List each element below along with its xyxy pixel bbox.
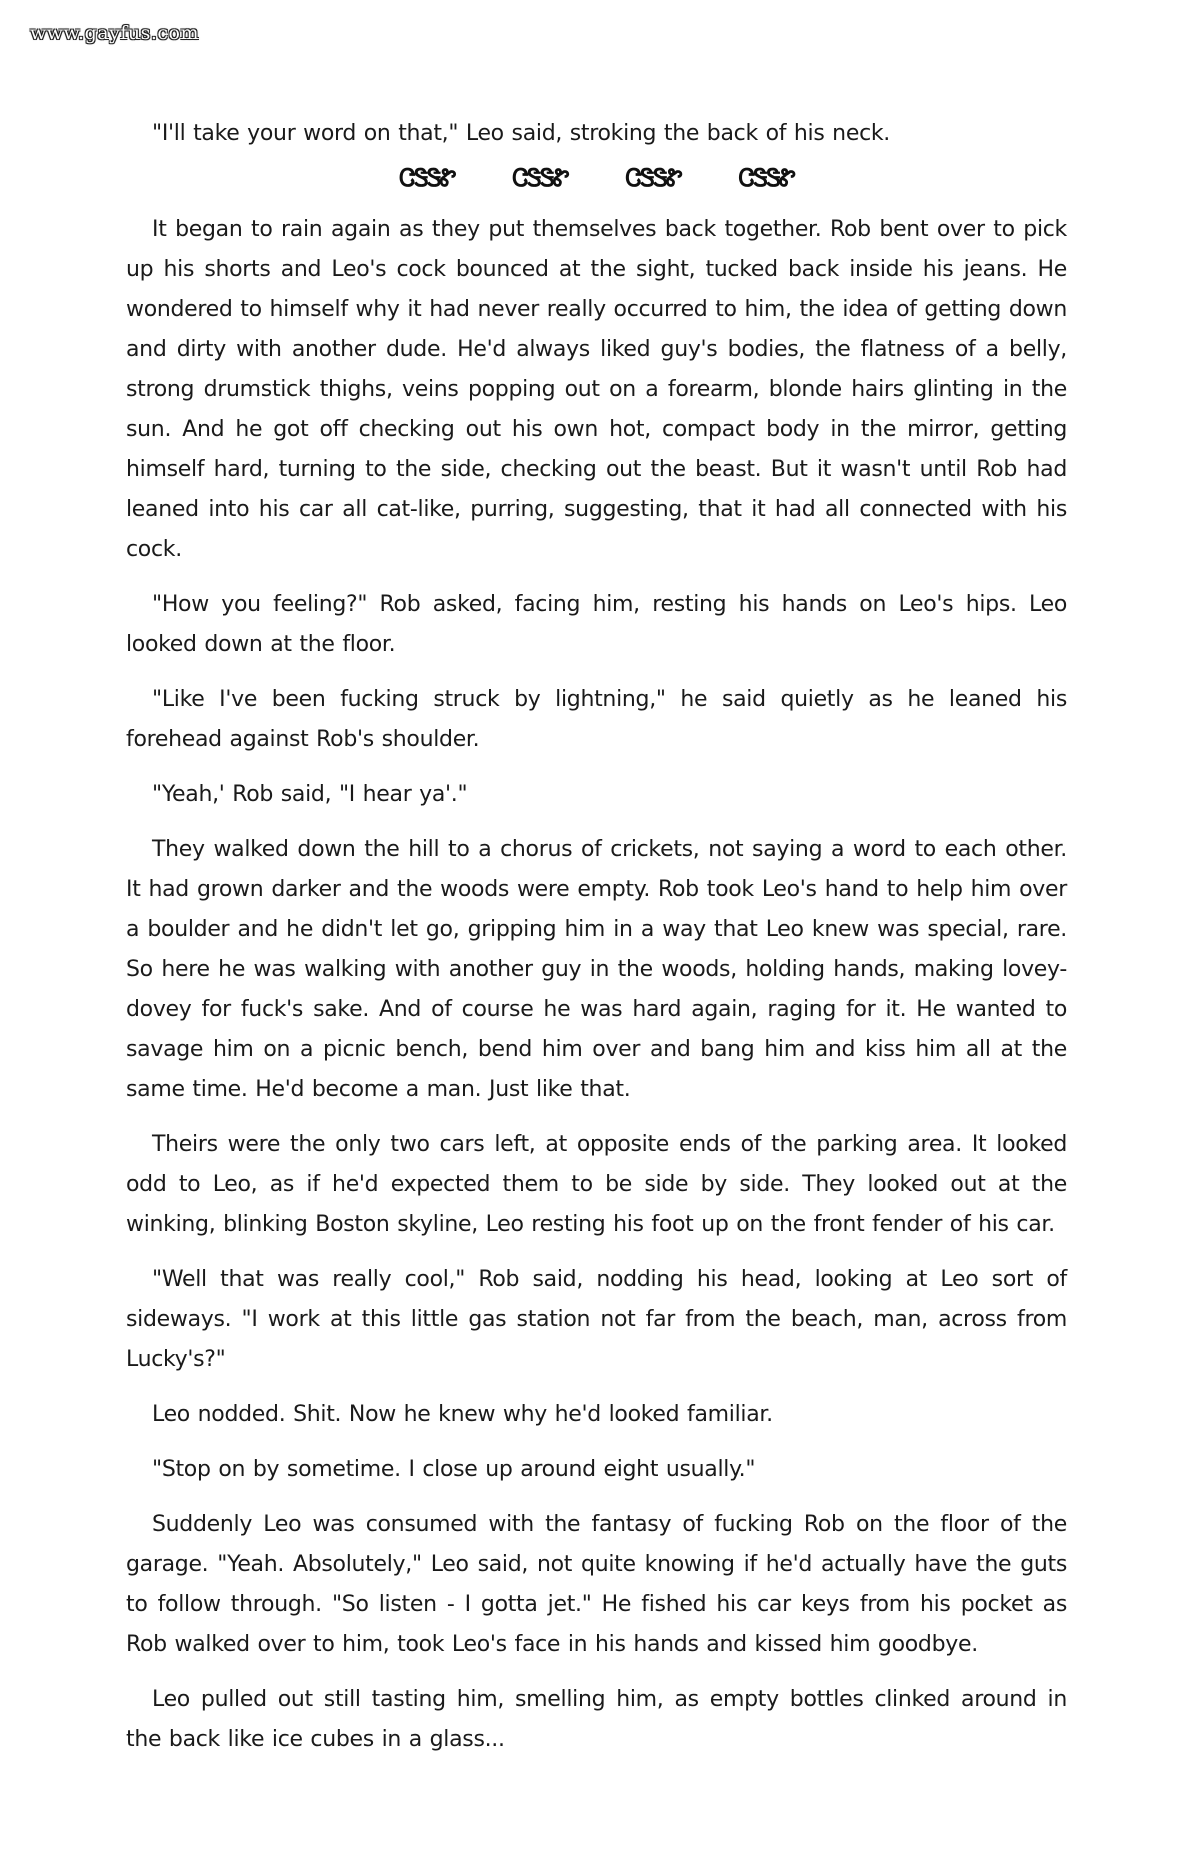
paragraph: Suddenly Leo was consumed with the fantasy of fucking Rob on the floor of the garage. "Yeah. Absolutely," Leo said, not quite knowing if he'd actually have the guts to follow through. "So listen - I gotta jet." He fished his car keys from his pocket as Rob walked over to him, took Leo's face in his hands and kissed him goodbye. bbox=[126, 1512, 1067, 1657]
paragraph: Theirs were the only two cars left, at opposite ends of the parking area. It looked odd to Leo, as if he'd expected them to be side by side. They looked out at the winking, blinking Boston skyline, Leo resting his foot up on the front fender of his car. bbox=[126, 1132, 1067, 1237]
book-page bbox=[126, 114, 1067, 1775]
paragraph: It began to rain again as they put themselves back together. Rob bent over to pick up his shorts and Leo's cock bounced at the sight, tucked back inside his jeans. He wondered to himself why it had never really occurred to him, the idea of getting down and dirty with another dude. He'd always liked guy's bodies, the flatness of a belly, strong drumstick thighs, veins popping out on a forearm, blonde hairs glinting in the sun. And he got off checking out his own hot, compact body in the mirror, getting himself hard, turning to the side, checking out the beast. But it wasn't until Rob had leaned into his car all cat-like, purring, suggesting, that it had all connected with his cock. bbox=[126, 217, 1067, 562]
fleuron-ornament-icon: ᏣᏕᏕᏑ bbox=[512, 163, 568, 192]
paragraph: Leo pulled out still tasting him, smelling him, as empty bottles clinked around in the back like ice cubes in a glass... bbox=[126, 1687, 1067, 1752]
fleuron-ornament-icon: ᏣᏕᏕᏑ bbox=[399, 163, 455, 192]
paragraph: "How you feeling?" Rob asked, facing him, resting his hands on Leo's hips. Leo looked down at the floor. bbox=[126, 592, 1067, 657]
fleuron-ornament-icon: ᏣᏕᏕᏑ bbox=[738, 163, 794, 192]
fleuron-ornament-icon: ᏣᏕᏕᏑ bbox=[625, 163, 681, 192]
paragraph: "Yeah,' Rob said, "I hear ya'." bbox=[152, 782, 468, 807]
paragraph: "Well that was really cool," Rob said, nodding his head, looking at Leo sort of sideways. "I work at this little gas station not far from the beach, man, across from Lucky's?" bbox=[126, 1267, 1067, 1372]
paragraph: "I'll take your word on that," Leo said, stroking the back of his neck. bbox=[152, 121, 890, 146]
paragraph: They walked down the hill to a chorus of crickets, not saying a word to each other. It had grown darker and the woods were empty. Rob took Leo's hand to help him over a boulder and he didn't let go, gripping him in a way that Leo knew was special, rare. So here he was walking with another guy in the woods, holding hands, making lovey-dovey for fuck's sake. And of course he was hard again, raging for it. He wanted to savage him on a picnic bench, bend him over and bang him and kiss him all at the same time. He'd become a man. Just like that. bbox=[126, 837, 1067, 1102]
section-break-ornaments bbox=[126, 158, 1067, 198]
paragraph: "Like I've been fucking struck by lightning," he said quietly as he leaned his forehead against Rob's shoulder. bbox=[126, 687, 1067, 752]
paragraph: Leo nodded. Shit. Now he knew why he'd looked familiar. bbox=[152, 1402, 773, 1427]
site-watermark: www.gayfus.com bbox=[30, 22, 199, 44]
paragraph: "Stop on by sometime. I close up around eight usually." bbox=[152, 1457, 756, 1482]
